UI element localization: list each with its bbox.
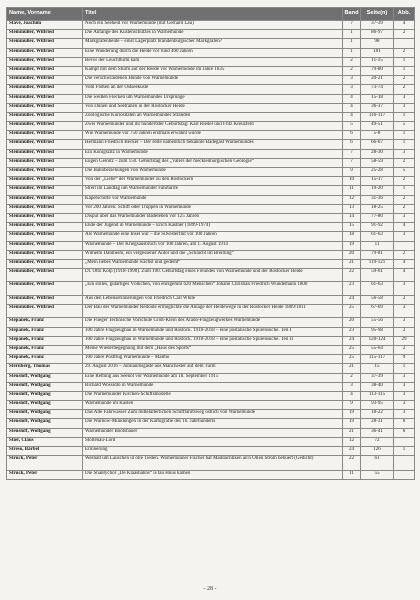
pages-cell: 55-56 [361,318,394,327]
table-row [7,39,415,48]
figures-cell: 29 [394,336,415,345]
table-row [7,373,415,382]
table-row [7,428,415,437]
article-title-cell: Richard Wossidlo in Warnemünde [83,382,343,391]
table-row [7,66,415,75]
table-row [7,345,415,354]
table-row [7,282,415,295]
author-index-table [6,7,415,480]
author-name-cell: Streso, Bärbel [7,447,83,456]
figures-cell: 3 [394,94,415,103]
article-title-cell: Eugen Geinitz – zum 150. Geburtstag des „Vaters der mecklenburgischen Geologie“ [83,158,343,167]
author-name-cell: Steinmüller, Wilfried [7,195,83,204]
figures-cell: 4 [394,259,415,268]
pages-cell: 98 [361,39,394,48]
figures-cell: 1 [394,447,415,456]
article-title-cell: Als Warnemünde eine Insel war – die Silvesterflut vor 100 Jahren [83,232,343,241]
table-row [7,391,415,400]
article-title-cell: Wilhelm Dahlheim, ein vergessener Autor und die „Schlacht im Breitling“ [83,250,343,259]
author-name-cell: Steinmüller, Wilfried [7,131,83,140]
figures-cell [394,456,415,471]
volume-cell: 23 [343,282,361,295]
volume-cell: 20 [343,318,361,327]
author-name-cell: Steinmüller, Wilfried [7,30,83,39]
figures-cell: 2 [394,30,415,39]
volume-cell: 6 [343,140,361,149]
figures-cell: 3 [394,318,415,327]
author-name-cell: Stepanek, Franz [7,355,83,364]
table-row [7,437,415,446]
article-title-cell: Dr. Otto Kolp (1918-1990). Zum 100. Geburtstag eines Freundes von Warnemünde und der Rostocker Heide [83,269,343,282]
table-row [7,232,415,241]
figures-cell: 2 [394,85,415,94]
pages-cell: 91-92 [361,223,394,232]
table-row [7,269,415,282]
author-name-cell: Steusloff, Wolfgang [7,373,83,382]
volume-cell: 1 [343,48,361,57]
author-name-cell: Stier, Claus [7,437,83,446]
volume-cell: 24 [343,336,361,345]
author-name-cell: Steusloff, Wolfgang [7,428,83,437]
author-name-cell: Steinmüller, Wilfried [7,204,83,213]
pages-cell: 61 [361,456,394,471]
pages-cell: 79-81 [361,250,394,259]
author-name-cell: Steinmüller, Wilfried [7,282,83,295]
article-title-cell: Die Shantychor „De Klaashahns“ is tau Huus kamen [83,471,343,480]
pages-cell: 79-80 [361,66,394,75]
article-title-cell: Vor 200 Jahren: Schiff oder Truppen in Warnemünde [83,204,343,213]
header-name: Name, Vorname [7,8,83,21]
figures-cell: 3 [394,391,415,400]
pages-cell: 72 [361,437,394,446]
author-name-cell: Steusloff, Wolfgang [7,419,83,428]
volume-cell: 11 [343,471,361,480]
figures-cell: 2 [394,177,415,186]
table-row [7,241,415,250]
volume-cell: 7 [343,21,361,30]
author-name-cell: Stepanek, Franz [7,327,83,336]
table-row [7,327,415,336]
table-row [7,471,415,480]
volume-cell: 15 [343,223,361,232]
pages-cell: 86-97 [361,30,394,39]
figures-cell: 2 [394,158,415,167]
volume-cell: 9 [343,401,361,410]
table-row [7,295,415,304]
table-row [7,94,415,103]
author-name-cell: Steinmüller, Wilfried [7,241,83,250]
volume-cell: 1 [343,30,361,39]
volume-cell: 4 [343,103,361,112]
table-row [7,355,415,364]
figures-cell: 3 [394,373,415,382]
table-row [7,213,415,222]
article-title-cell: 100 Jahre Postflug Warnemünde – Malmö [83,355,343,364]
volume-cell: 12 [343,195,361,204]
article-title-cell: Ein Königszitz in Warnemünde [83,149,343,158]
volume-cell: 3 [343,85,361,94]
figures-cell: 2 [394,204,415,213]
figures-cell: 1 [394,364,415,373]
figures-cell: 4 [394,269,415,282]
table-row [7,21,415,30]
author-name-cell: Steinmüller, Wilfried [7,186,83,195]
author-name-cell: Steinmüller, Wilfried [7,223,83,232]
pages-cell: 119-121 [361,259,394,268]
figures-cell [394,437,415,446]
article-title-cell: Bevor der Leuchtturm kam [83,57,343,66]
figures-cell [394,471,415,480]
article-title-cell: Markgrafenheide – einst Lagerplatz brandenburgischer Markgrafen? [83,39,343,48]
figures-cell: 3 [394,149,415,158]
volume-cell: 22 [343,269,361,282]
author-name-cell: Steusloff, Wolfgang [7,391,83,400]
table-row [7,122,415,131]
table-row [7,250,415,259]
header-pages: Seite(n) [361,8,394,21]
figures-cell: 1 [394,131,415,140]
figures-cell: 3 [394,103,415,112]
article-title-cell: „Ein stilles, gutartiges Völkchen, von ehrsgefühl 620 Menschen“ Johann Christian Friedrich Wundemann 1800 [83,282,343,295]
table-row [7,149,415,158]
pages-cell: 120-124 [361,336,394,345]
author-name-cell: Steinmüller, Wilfried [7,48,83,57]
article-title-cell: Ende der Jugend in Warnemünde – Erich Kästner (1899-1974) [83,223,343,232]
table-row [7,364,415,373]
author-name-cell: Steusloff, Wolfgang [7,401,83,410]
pages-cell: 15-18 [361,94,394,103]
figures-cell: 2 [394,48,415,57]
pages-cell: 28-31 [361,419,394,428]
author-name-cell: Stave, Joachim [7,21,83,30]
author-name-cell: Steinmüller, Wilfried [7,66,83,75]
volume-cell: 18 [343,232,361,241]
article-title-cell: Die Bahnbeziehungen von Warnemünde [83,168,343,177]
author-name-cell: Steusloff, Wolfgang [7,382,83,391]
volume-cell: 9 [343,168,361,177]
figures-cell: 3 [394,232,415,241]
pages-cell: 15 [361,364,394,373]
table-row [7,57,415,66]
article-title-cell: Meine Wiederbegegnung mit dem „Haus des Sports“ [83,345,343,354]
article-title-cell: 100 Jahre Flugzeugbau in Warnemünde und Rostock. 1918-2018 – eine postalische Spurensuche. Teil II [83,336,343,345]
article-title-cell: Der Bau der Warnemünder Redoute ermöglichte die Anlage der Heidewege in der Rostocker Heide 1809/1811 [83,305,343,318]
author-name-cell: Stepanek, Franz [7,336,83,345]
pages-cell: 37-39 [361,373,394,382]
author-name-cell: Steinmüller, Wilfried [7,39,83,48]
figures-cell: 2 [394,345,415,354]
table-row [7,195,415,204]
pages-cell: 61-63 [361,232,394,241]
figures-cell: 2 [394,195,415,204]
pages-cell: 66-67 [361,140,394,149]
pages-cell: 126 [361,447,394,456]
pages-cell: 18-22 [361,410,394,419]
table-row [7,447,415,456]
figures-cell: 2 [394,76,415,85]
table-row [7,168,415,177]
article-title-cell: Die Warnemünder Kirchen-Schiffsmodelle [83,391,343,400]
author-name-cell: Struck, Peter [7,471,83,480]
volume-cell: 24 [343,447,361,456]
volume-cell: 11 [343,186,361,195]
page-number: - 28 - [203,586,217,592]
volume-cell: 25 [343,345,361,354]
pages-cell: 49-51 [361,122,394,131]
volume-cell: 19 [343,241,361,250]
volume-cell: 2 [343,66,361,75]
article-title-cell: Die verschwundenen Hunde von Warnemünde [83,76,343,85]
pages-cell: 101 [361,48,394,57]
header-band: Band [343,8,361,21]
author-name-cell: Steinmüller, Wilfried [7,140,83,149]
volume-cell: 2 [343,373,361,382]
article-title-cell: Eine Wanderung durch die Heide vor rund 400 Jahren [83,48,343,57]
pages-cell: 115-117 [361,355,394,364]
figures-cell: 1 [394,112,415,121]
pages-cell: 25-28 [361,168,394,177]
author-name-cell: Stepanek, Franz [7,318,83,327]
author-name-cell: Steinmüller, Wilfried [7,85,83,94]
pages-cell: 55 [361,471,394,480]
volume-cell: 19 [343,419,361,428]
volume-cell: 10 [343,177,361,186]
volume-cell: 6 [343,131,361,140]
volume-cell: 4 [343,112,361,121]
author-name-cell: Steinmüller, Wilfried [7,213,83,222]
author-name-cell: Steinmüller, Wilfried [7,259,83,268]
author-name-cell: Steinmüller, Wilfried [7,149,83,158]
article-title-cell: Wie Warnemünde vor 750 Jahren erstmals erwähnt wurde [83,131,343,140]
table-row [7,177,415,186]
figures-cell: 5 [394,168,415,177]
pages-cell: 18-25 [361,204,394,213]
author-name-cell: Steinmüller, Wilfried [7,122,83,131]
article-title-cell: Noch ein Seeheld vor Warnemünde (mit Gerhard Lau) [83,21,343,30]
volume-cell: 24 [343,295,361,304]
table-row [7,223,415,232]
author-name-cell: Steinmüller, Wilfried [7,57,83,66]
article-title-cell: Warnemünde – Der Kriegsausbruch vor 100 Jahren, am 1. August 1914 [83,241,343,250]
volume-cell: 20 [343,250,361,259]
table-row [7,30,415,39]
volume-cell: 19 [343,410,361,419]
author-name-cell: Steinmüller, Wilfried [7,158,83,167]
author-name-cell: Stepanek, Franz [7,345,83,354]
figures-cell: 1 [394,140,415,149]
pages-cell: 38-40 [361,382,394,391]
table-row [7,85,415,94]
pages-cell: 55-64 [361,345,394,354]
article-title-cell: Die weißen Flecken um Warnemündes Ursprünge [83,94,343,103]
volume-cell: 14 [343,213,361,222]
author-name-cell: Steinmüller, Wilfried [7,305,83,318]
figures-cell: 3 [394,401,415,410]
table-row [7,186,415,195]
table-row [7,401,415,410]
figures-cell: 3 [394,410,415,419]
pages-cell: 73-74 [361,85,394,94]
pages-cell: 31-36 [361,195,394,204]
pages-cell: 20-21 [361,76,394,85]
article-title-cell: Von Dünen und Seetränen in der Rostocker Heide [83,103,343,112]
table-row [7,336,415,345]
author-name-cell: Steinmüller, Wilfried [7,177,83,186]
figures-cell: 1 [394,186,415,195]
article-title-cell: 29. August 2016 – Jubiläumsgäste aus Manchester auf dem Turm [83,364,343,373]
author-name-cell: Steinmüller, Wilfried [7,76,83,85]
pages-cell: 36-41 [361,428,394,437]
table-row [7,158,415,167]
author-name-cell: Steinmüller, Wilfried [7,295,83,304]
article-title-cell: Zwei Warnemünder und ihr hundertster Geburtstag: Karl Riedel und Fritz Kreuzfeld [83,122,343,131]
article-title-cell: Eine Rettung aus Seenot vor Warnemünde am 18. September 1915 [83,373,343,382]
pages-cell: 67-69 [361,305,394,318]
author-name-cell: Sternberg, Thomas [7,364,83,373]
figures-cell [394,241,415,250]
volume-cell: 7 [343,149,361,158]
figures-cell: 6 [394,428,415,437]
article-title-cell: Streit im Landtag um Warnemünder Fährtarife [83,186,343,195]
article-title-cell: Warnemünde im Kasten [83,401,343,410]
pages-cell: 113-115 [361,391,394,400]
article-title-cell: Kampf mit dem Sturm auf der Reede vor Warnemünde im Jahre 1835 [83,66,343,75]
table-row [7,305,415,318]
figures-cell: 3 [394,282,415,295]
figures-cell: 3 [394,305,415,318]
pages-cell: 11-15 [361,57,394,66]
article-title-cell: Disput über das Warnemünder Badeleben vor 125 Jahren [83,213,343,222]
table-row [7,259,415,268]
pages-cell: 5-8 [361,131,394,140]
volume-cell: 1 [343,39,361,48]
volume-cell: 23 [343,327,361,336]
volume-cell: 7 [343,158,361,167]
volume-cell: 22 [343,456,361,471]
figures-cell: 6 [394,419,415,428]
article-title-cell: Aus den Lebenserinnerungen von Friedrich Carl White [83,295,343,304]
figures-cell: 4 [394,21,415,30]
pages-cell: 93-95 [361,401,394,410]
article-title-cell: Vom Flößen an der Ostseeküste [83,85,343,94]
author-name-cell: Steinmüller, Wilfried [7,232,83,241]
pages-cell: 58-59 [361,158,394,167]
author-name-cell: Steinmüller, Wilfried [7,94,83,103]
volume-cell: 5 [343,122,361,131]
pages-cell: 28-30 [361,149,394,158]
article-title-cell: Weshalt um Lauschen ut olle Tieden. Warnemünner Fischer hät Maddächtiken an'n Ollen Strom behuert (Gedicht) [83,456,343,471]
volume-cell: 25 [343,355,361,364]
article-title-cell: Das Alte Fahrwasser Zum mittelalterlichen Schifffahrtsweg östlich von Warnemünde [83,410,343,419]
pages-cell: 77-80 [361,213,394,222]
table-row [7,76,415,85]
volume-cell: 4 [343,94,361,103]
pages-cell: 15-17 [361,177,394,186]
volume-cell: 3 [343,76,361,85]
volume-cell: 3 [343,382,361,391]
article-title-cell: Hermann Friedrich Becker – Der erste namentlich bekannte Badegast Warnemündes [83,140,343,149]
figures-cell: 4 [394,223,415,232]
author-name-cell: Steusloff, Wolfgang [7,410,83,419]
article-title-cell: Stoltenau-Lord [83,437,343,446]
table-row [7,456,415,471]
figures-cell: 1 [394,57,415,66]
article-title-cell: Von der „Liebe“ der Warnemünder zu den Rostockern [83,177,343,186]
volume-cell: 25 [343,305,361,318]
volume-cell: 21 [343,428,361,437]
author-name-cell: Struck, Peter [7,456,83,471]
pages-cell: 95-98 [361,327,394,336]
volume-cell: 4 [343,391,361,400]
article-title-cell: Warnemünder Bootsbauer [83,428,343,437]
table-row [7,419,415,428]
figures-cell: 2 [394,295,415,304]
article-title-cell: „Mein liebes Warnemünde wächst und gedeiht“ [83,259,343,268]
author-name-cell: Steinmüller, Wilfried [7,103,83,112]
author-name-cell: Steinmüller, Wilfried [7,250,83,259]
pages-cell: 56-58 [361,295,394,304]
table-row [7,103,415,112]
table-row [7,48,415,57]
figures-cell: 5 [394,122,415,131]
table-header-row [7,8,415,21]
article-title-cell: 100 Jahre Flugzeugbau in Warnemünde und Rostock. 1918-2018 – eine postalische Spurensuche. Teil I [83,327,343,336]
pages-cell: 11 [361,241,394,250]
header-figures: Abb. [394,8,415,21]
figures-cell: 2 [394,327,415,336]
table-row [7,204,415,213]
pages-cell: 61-63 [361,282,394,295]
volume-cell: 21 [343,259,361,268]
pages-cell: 37-39 [361,21,394,30]
article-title-cell: Die Flieger Technische Vorschule Groß-Klein des Arado-Flugzeugwerkes Warnemünde [83,318,343,327]
table-row [7,131,415,140]
figures-cell: 9 [394,355,415,364]
table-row [7,410,415,419]
header-title: Titel [83,8,343,21]
table-body [7,21,415,480]
figures-cell: 1 [394,66,415,75]
table-row [7,112,415,121]
pages-cell: 59-61 [361,269,394,282]
volume-cell: 13 [343,204,361,213]
figures-cell: 3 [394,213,415,222]
table-row [7,318,415,327]
pages-cell: 19-20 [361,186,394,195]
article-title-cell: Die Warnow-Mündungen in der Kartografie des 16. Jahrhunderts [83,419,343,428]
article-title-cell: Kaperschiffe vor Warnemünde [83,195,343,204]
article-title-cell: Erinnerung [83,447,343,456]
author-name-cell: Steinmüller, Wilfried [7,168,83,177]
volume-cell: 21 [343,364,361,373]
author-name-cell: Steinmüller, Wilfried [7,112,83,121]
figures-cell [394,39,415,48]
table-row [7,140,415,149]
article-title-cell: Die Anfänge des Küstenschutzes in Warnemünde [83,30,343,39]
article-title-cell: Zoologische Kuriositäten an Warnemündes Stränden [83,112,343,121]
figures-cell: 3 [394,382,415,391]
volume-cell: 2 [343,57,361,66]
volume-cell: 12 [343,437,361,446]
figures-cell: 2 [394,250,415,259]
table-row [7,382,415,391]
pages-cell: 116-117 [361,112,394,121]
pages-cell: 36-37 [361,103,394,112]
author-name-cell: Steinmüller, Wilfried [7,269,83,282]
